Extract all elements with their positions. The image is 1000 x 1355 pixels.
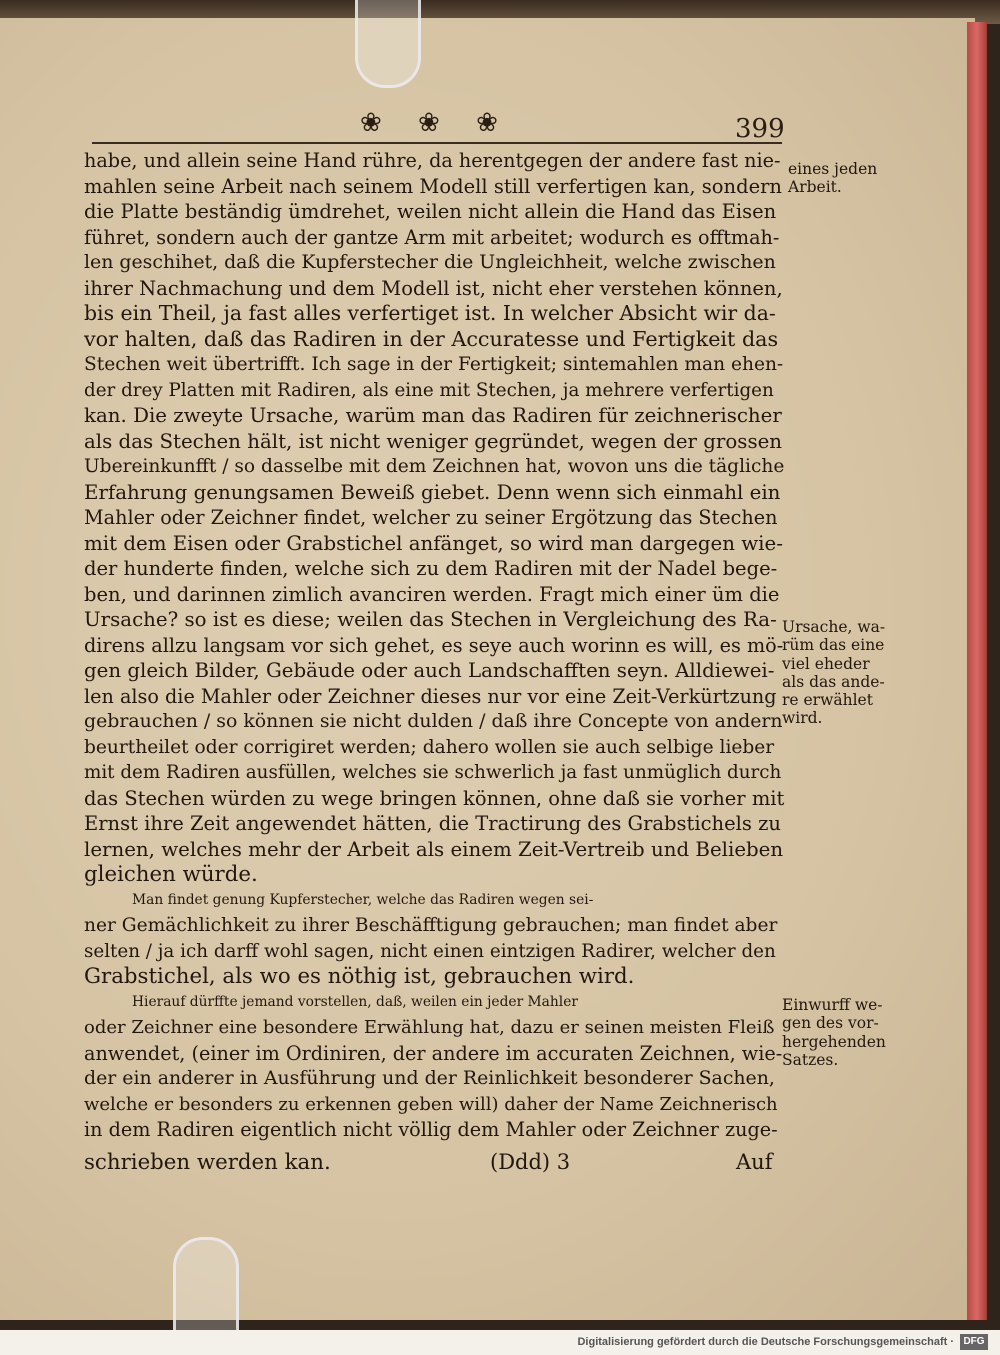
text-line: die Platte beständig ümdrehet, weilen nicht allein die Hand das Eisen	[84, 200, 777, 223]
text-line: gebrauchen / so können sie nicht dulden / daß ihre Concepte von andern	[84, 710, 783, 732]
text-line: mit dem Radiren ausfüllen, welches sie schwerlich ja fast unmüglich durch	[84, 762, 782, 783]
header-rule	[92, 142, 782, 144]
text-line: len also die Mahler oder Zeichner dieses nur vor eine Zeit-Verkürtzung	[84, 684, 777, 708]
text-line: lernen, welches mehr der Arbeit als einem Zeit-Vertreib und Belieben	[84, 837, 784, 861]
footer-credit: Digitalisierung gefördert durch die Deutsche Forschungsgemeinschaft ·	[577, 1336, 954, 1348]
margin-note-line: re erwählet	[782, 691, 873, 710]
text-line: Man findet genung Kupferstecher, welche das Radiren wegen sei-	[132, 891, 594, 908]
margin-note-3	[782, 996, 886, 1069]
paragraph-1	[84, 148, 784, 888]
text-line: der hunderte finden, welche sich zu dem Radiren mit der Nadel bege-	[84, 557, 778, 580]
text-line: Mahler oder Zeichner findet, welcher zu seiner Ergötzung das Stechen	[84, 506, 778, 529]
text-line: anwendet, (einer im Ordiniren, der andere im accuraten Zeichnen, wie-	[84, 1041, 783, 1065]
text-line: Ernst ihre Zeit angewendet hätten, die Tractirung des Grabstichels zu	[84, 812, 781, 835]
margin-note-2	[782, 618, 885, 728]
text-line: Grabstichel, als wo es nöthig ist, gebrauchen wird.	[84, 964, 635, 989]
margin-note-line: als das ande-	[782, 672, 885, 691]
paragraph-2	[84, 888, 784, 990]
margin-note-line: hergehenden	[782, 1032, 886, 1051]
text-line: Erfahrung genungsamen Beweiß giebet. Denn wenn sich einmahl ein	[84, 480, 781, 504]
text-line: kan. Die zweyte Ursache, warüm man das Radiren für zeichnerischer	[84, 404, 782, 427]
footer-bar	[0, 1330, 1000, 1355]
text-line: selten / ja ich darff wohl sagen, nicht einen eintzigen Radirer, welcher den	[84, 940, 776, 962]
margin-note-line: rüm das eine	[782, 636, 885, 655]
margin-note-line: eines jeden	[788, 160, 878, 178]
text-line: das Stechen würden zu wege bringen können, ohne daß sie vorher mit	[84, 786, 785, 810]
text-line: der ein anderer in Ausführung und der Reinlichkeit besonderer Sachen,	[84, 1067, 775, 1089]
text-line: welche er besonders zu erkennen geben will) daher der Name Zeichnerisch	[84, 1093, 778, 1115]
text-line: ihrer Nachmachung und dem Modell ist, nicht eher verstehen können,	[84, 276, 783, 300]
last-line	[84, 1150, 784, 1175]
red-page-edge	[967, 22, 987, 1320]
margin-note-line: Satzes.	[782, 1050, 839, 1069]
dfg-logo: DFG	[960, 1334, 988, 1350]
text-line: mahlen seine Arbeit nach seinem Modell still verfertigen kan, sondern	[84, 174, 782, 198]
main-text	[84, 148, 784, 1143]
margin-note-1	[788, 160, 877, 197]
signature-mark: (Ddd) 3	[490, 1150, 571, 1174]
page-clip-top	[355, 0, 421, 88]
text-line: gen gleich Bilder, Gebäude oder auch Landschafften seyn. Alldiewei-	[84, 659, 775, 682]
text-line: habe, und allein seine Hand rühre, da herentgegen der andere fast nie-	[84, 149, 781, 172]
text-line: gleichen würde.	[84, 862, 258, 887]
text-line: vor halten, daß das Radiren in der Accuratesse und Fertigkeit das	[84, 326, 779, 351]
margin-note-line: viel eheder	[782, 654, 870, 673]
margin-note-line: gen des vor-	[782, 1014, 879, 1033]
text-line: len geschihet, daß die Kupferstecher die Ungleichheit, welche zwischen	[84, 251, 776, 273]
text-line: führet, sondern auch der gantze Arm mit arbeitet; wodurch es offtmah-	[84, 225, 780, 249]
text-line: beurtheilet oder corrigiret werden; dahero wollen sie auch selbige lieber	[84, 736, 775, 758]
text-line: bis ein Theil, ja fast alles verfertiget ist. In welcher Absicht wir da-	[84, 301, 776, 325]
text-line: direns allzu langsam vor sich gehet, es seye auch worinn es will, es mö-	[84, 633, 784, 657]
text-line: ner Gemächlichkeit zu ihrer Beschäfftigung gebrauchen; man findet aber	[84, 915, 778, 936]
margin-note-line: Ursache, wa-	[782, 618, 886, 636]
paragraph-3	[84, 990, 784, 1143]
text-line: der drey Platten mit Radiren, als eine mit Stechen, ja mehrere verfertigen	[84, 379, 774, 401]
text-line: oder Zeichner eine besondere Erwählung hat, dazu er seinen meisten Fleiß	[84, 1017, 775, 1038]
margin-note-line: Arbeit.	[788, 178, 842, 197]
page-number: 399	[735, 114, 785, 144]
last-line-text: schrieben werden kan.	[84, 1150, 331, 1175]
text-line: Hierauf dürffte jemand vorstellen, daß, weilen ein jeder Mahler	[132, 993, 578, 1010]
text-line: Ursache? so ist es diese; weilen das Stechen in Vergleichung des Ra-	[84, 608, 777, 631]
text-line: Stechen weit übertrifft. Ich sage in der Fertigkeit; sintemahlen man ehen-	[84, 354, 784, 375]
header-ornament: ❀ ❀ ❀	[360, 108, 512, 138]
margin-note-line: Einwurff we-	[782, 996, 883, 1014]
text-line: ben, und darinnen zimlich avanciren werden. Fragt mich einer üm die	[84, 582, 780, 606]
text-line: Ubereinkunfft / so dasselbe mit dem Zeichnen hat, wovon uns die tägliche	[84, 456, 785, 477]
catchword: Auf	[736, 1150, 773, 1174]
margin-note-line: wird.	[782, 709, 823, 728]
text-line: als das Stechen hält, ist nicht weniger gegründet, wegen der grossen	[84, 429, 783, 453]
text-line: in dem Radiren eigentlich nicht völlig dem Mahler oder Zeichner zuge-	[84, 1118, 778, 1141]
text-line: mit dem Eisen oder Grabstichel anfänget, so wird man dargegen wie-	[84, 531, 783, 555]
page-clip-bottom	[173, 1237, 239, 1330]
